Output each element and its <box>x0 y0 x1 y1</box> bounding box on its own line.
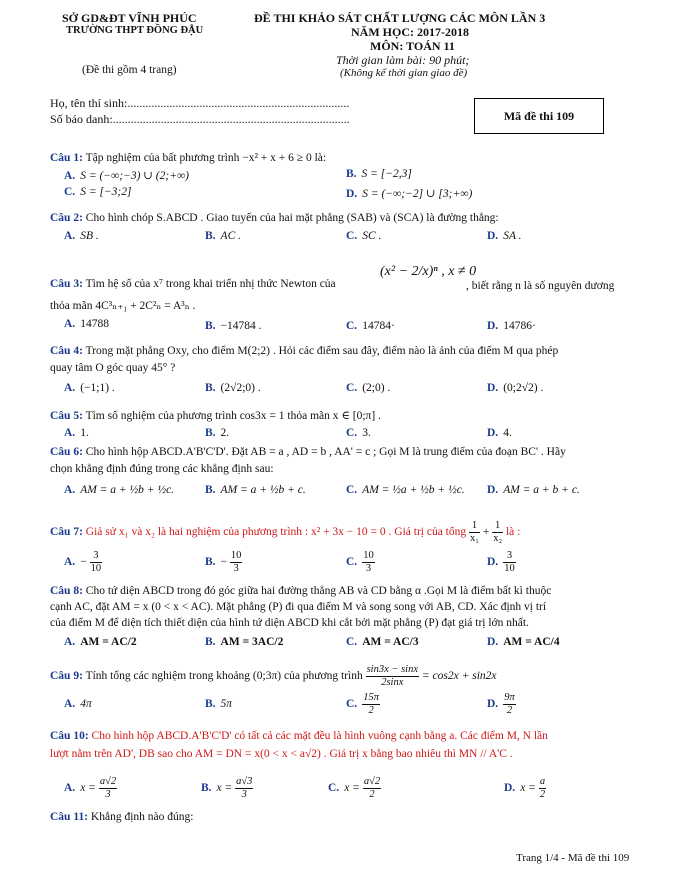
equation-rhs: = cos2x + sin2x <box>421 670 497 683</box>
option-d[interactable] <box>487 382 543 394</box>
question-5 <box>50 408 381 422</box>
question-9 <box>50 664 497 689</box>
denominator: 10 <box>90 563 102 574</box>
option-label: B. <box>205 636 216 648</box>
question-text-cont: quay tâm O góc quay 45° ? <box>50 362 176 374</box>
option-label: B. <box>205 382 216 394</box>
binomial-expression: (x² − 2/x)ⁿ , x ≠ 0 <box>380 264 477 279</box>
option-text: (2;0) . <box>362 382 391 394</box>
option-text: SC . <box>362 230 382 242</box>
option-a[interactable] <box>64 382 115 394</box>
numerator: sin3x − sinx <box>366 664 419 675</box>
option-label: A. <box>64 698 76 710</box>
option-label: A. <box>64 782 76 795</box>
question-text: Cho hình hộp ABCD.A'B'C'D' có tất cả các mặt đều là hình vuông cạnh bằng a. Các điểm M, N lần <box>91 730 548 742</box>
option-text: S = (−∞;−3) ∪ (2;+∞) <box>80 170 189 182</box>
school-year: NĂM HỌC: 2017-2018 <box>351 25 469 39</box>
numerator: 10 <box>230 550 242 561</box>
numerator: a <box>539 776 546 787</box>
option-a[interactable] <box>64 776 117 801</box>
option-a[interactable] <box>64 698 92 710</box>
denominator: 3 <box>105 789 111 800</box>
exam-title: ĐỀ THI KHẢO SÁT CHẤT LƯỢNG CÁC MÔN LẦN 3 <box>254 11 546 25</box>
question-text: Cho hình hộp ABCD.A'B'C'D'. Đặt AB = a , AD = b , AA' = c ; Gọi M là trung điểm của đoạn BC' . Hãy <box>85 446 566 458</box>
option-prefix: x = <box>80 782 96 795</box>
denominator: 2 <box>539 789 546 800</box>
fraction-1-over-x1 <box>469 520 480 545</box>
option-text: AM = AC/4 <box>503 636 560 648</box>
option-b[interactable] <box>205 230 241 242</box>
question-8 <box>50 585 551 597</box>
numerator: 9π <box>504 692 515 703</box>
candidate-id-field: Số báo danh:............................................................................... <box>50 112 350 126</box>
option-label: B. <box>205 698 216 710</box>
option-d[interactable] <box>487 320 536 332</box>
option-c[interactable] <box>346 692 380 717</box>
question-11 <box>50 811 193 823</box>
denominator: 3 <box>233 563 239 574</box>
option-label: C. <box>346 636 358 648</box>
option-b[interactable] <box>205 382 261 394</box>
numerator: 3 <box>503 550 516 563</box>
denominator: 10 <box>504 563 515 574</box>
numerator: 1 <box>492 520 503 533</box>
option-a[interactable] <box>64 550 102 575</box>
option-text: 1. <box>80 427 89 439</box>
numerator: 10 <box>363 550 374 561</box>
school-name: TRƯỜNG THPT ĐỒNG ĐẬU <box>66 25 204 36</box>
option-d[interactable] <box>487 484 580 496</box>
option-label: C. <box>346 382 358 394</box>
question-text-cont: cạnh AC, đặt AM = x (0 < x < AC). Mặt phẳng (P) đi qua điểm M và song song với AB, CD. Xác định vị trí <box>50 601 547 613</box>
option-label: D. <box>487 320 499 332</box>
denominator: 2sinx <box>381 677 404 688</box>
question-number: Câu 9: <box>50 670 83 683</box>
numerator: 1 <box>469 520 480 533</box>
option-label: B. <box>201 782 212 795</box>
option-label: B. <box>205 320 216 332</box>
option-text: AM = AC/2 <box>80 636 137 648</box>
question-7: Câu 7: Giả sử x₁ và x₂ là hai nghiệm của phương trình : x² + 3x − 10 = 0 . Giá trị của tổng $\frac{1}{\text{x₁}}$ + $\frac{1}{\text{x₂}}$ là : <box>50 520 521 544</box>
option-label: C. <box>346 698 358 711</box>
option-label: B. <box>205 484 216 496</box>
question-text: Tìm hệ số của x⁷ trong khai triển nhị thức Newton của <box>85 278 336 290</box>
option-c[interactable] <box>346 636 419 648</box>
option-d[interactable] <box>487 550 516 575</box>
option-d[interactable] <box>346 186 472 200</box>
option-a[interactable] <box>64 168 189 182</box>
option-label: C. <box>346 230 358 242</box>
option-label: A. <box>64 382 76 394</box>
option-text: AM = a + b + c. <box>503 484 580 496</box>
question-text: Khẳng định nào đúng: <box>90 811 194 823</box>
option-a[interactable] <box>64 484 174 496</box>
question-number: Câu 4: <box>50 345 83 357</box>
option-text: SA . <box>503 230 522 242</box>
option-prefix: x = <box>344 782 360 795</box>
denominator: 2 <box>368 705 374 716</box>
question-1 <box>50 150 644 167</box>
option-label: A. <box>64 556 76 569</box>
time-note: (Không kể thời gian giao đề) <box>340 67 468 79</box>
option-text: (2√2;0) . <box>220 382 261 394</box>
option-text: AC . <box>220 230 241 242</box>
option-label: D. <box>504 782 516 795</box>
question-text-end: là : <box>505 526 521 539</box>
option-label: D. <box>487 556 499 569</box>
option-label: D. <box>487 636 499 648</box>
option-c[interactable] <box>346 550 375 575</box>
page-footer: Trang 1/4 - Mã đề thi 109 <box>516 852 630 864</box>
option-label: A. <box>64 484 76 496</box>
question-text: Giả sử x₁ và x₂ là hai nghiệm của phương trình : x² + 3x − 10 = 0 . Giá trị của tổng <box>85 526 467 539</box>
option-text: S = [−3;2] <box>80 186 132 198</box>
option-a[interactable] <box>64 636 137 648</box>
question-10 <box>50 730 548 742</box>
candidate-name-field: Họ, tên thí sinh:.......................................................................... <box>50 96 350 110</box>
option-text: AM = 3AC/2 <box>220 636 284 648</box>
option-label: C. <box>346 556 358 569</box>
question-text: Tìm số nghiệm của phương trình cos3x = 1 thỏa mãn x ∈ [0;π] . <box>85 410 381 422</box>
option-label: C. <box>64 186 76 198</box>
option-b[interactable] <box>205 636 283 648</box>
option-c[interactable] <box>346 484 465 496</box>
option-a[interactable] <box>64 427 89 439</box>
option-text: 4. <box>503 427 512 439</box>
option-label: D. <box>487 427 499 439</box>
option-c[interactable] <box>346 427 371 439</box>
option-label: C. <box>346 320 358 332</box>
question-3 <box>50 278 336 290</box>
option-c[interactable] <box>346 230 381 242</box>
exam-time: Thời gian làm bài: 90 phút; <box>336 53 470 67</box>
option-label: D. <box>487 382 499 394</box>
option-text: 14786· <box>503 320 536 332</box>
question-condition: thỏa mãn 4C³ₙ₊₁ + 2C²ₙ = A³ₙ . <box>50 300 196 312</box>
option-label: D. <box>487 230 499 242</box>
option-b[interactable] <box>205 320 262 332</box>
option-label: D. <box>487 484 499 496</box>
option-text: AM = ½a + ½b + ½c. <box>362 484 465 496</box>
option-text: S = (−∞;−2] ∪ [3;+∞) <box>362 188 473 200</box>
denominator: 2 <box>369 789 375 800</box>
pages-note: (Đề thi gồm 4 trang) <box>82 64 177 76</box>
question-text-cont: chọn khẳng định đúng trong các khẳng định sau: <box>50 463 274 475</box>
question-text-cont: lượt nằm trên AD', DB sao cho AM = DN = x(0 < x < a√2) . Giá trị x bằng bao nhiêu thì MN // A'C . <box>50 748 513 760</box>
option-b[interactable] <box>201 776 253 801</box>
numerator: a√2 <box>363 776 381 787</box>
option-text: (0;2√2) . <box>503 382 544 394</box>
option-text: 14788 <box>80 318 109 330</box>
question-6 <box>50 446 566 458</box>
option-b[interactable] <box>205 427 229 439</box>
option-d[interactable] <box>504 776 546 801</box>
option-c[interactable] <box>346 320 395 332</box>
option-d[interactable] <box>487 427 512 439</box>
option-b[interactable] <box>205 550 242 575</box>
question-text: Tập nghiệm của bất phương trình −x² + x + 6 ≥ 0 là: <box>85 152 327 164</box>
option-text: 5π <box>220 698 233 710</box>
exam-code: Mã đề thi 109 <box>503 109 575 123</box>
option-label: B. <box>205 230 216 242</box>
question-number: Câu 7: <box>50 526 83 539</box>
question-number: Câu 6: <box>50 446 83 458</box>
option-text: 2. <box>220 427 230 439</box>
sign: − <box>220 556 228 569</box>
option-text: AM = a + ½b + ½c. <box>80 484 175 496</box>
option-label: C. <box>328 782 340 795</box>
option-label: A. <box>64 170 76 182</box>
option-text: (−1;1) . <box>80 382 115 394</box>
denominator: 3 <box>241 789 247 800</box>
option-label: B. <box>205 556 216 569</box>
option-text: 14784· <box>362 320 395 332</box>
option-d[interactable] <box>487 636 560 648</box>
fraction-1-over-x2 <box>492 520 503 545</box>
subject: MÔN: TOÁN 11 <box>370 39 455 53</box>
question-number: Câu 1: <box>50 152 83 164</box>
option-label: A. <box>64 636 76 648</box>
denominator: 3 <box>365 563 372 574</box>
question-number: Câu 8: <box>50 585 83 597</box>
question-text-cont-2: của điểm M để diện tích thiết diện của hình tứ diện ABCD khi cắt bởi mặt phẳng (P) đạt giá trị lớn nhất. <box>50 617 529 629</box>
question-number: Câu 11: <box>50 811 89 823</box>
question-text: Cho tứ diện ABCD trong đó góc giữa hai đường thẳng AB và CD bằng α .Gọi M là điểm bất kì thuộc <box>85 585 552 597</box>
question-number: Câu 5: <box>50 410 83 422</box>
question-number: Câu 2: <box>50 212 83 224</box>
option-c[interactable] <box>346 382 390 394</box>
option-label: A. <box>64 318 76 330</box>
option-d[interactable] <box>487 230 522 242</box>
question-text: Cho hình chóp S.ABCD . Giao tuyến của hai mặt phẳng (SAB) và (SCA) là đường thẳng: <box>85 212 499 224</box>
question-2 <box>50 210 644 227</box>
numerator: 15π <box>363 692 379 703</box>
option-d[interactable] <box>487 692 516 717</box>
option-a[interactable] <box>64 318 109 330</box>
question-text: Trong mặt phẳng Oxy, cho điểm M(2;2) . Hỏi các điểm sau đây, điểm nào là ảnh của điểm M qua phép <box>85 345 559 357</box>
option-text: 4π <box>80 698 92 710</box>
option-text: SB . <box>80 230 99 242</box>
option-c[interactable] <box>328 776 381 801</box>
question-4 <box>50 345 558 357</box>
option-label: A. <box>64 230 76 242</box>
option-prefix: x = <box>216 782 233 795</box>
option-label: B. <box>205 427 216 439</box>
sign: − <box>80 556 87 569</box>
option-b[interactable] <box>205 484 306 496</box>
denominator: x₁ <box>470 533 479 544</box>
question-number: Câu 10: <box>50 730 89 742</box>
option-label: B. <box>346 168 357 180</box>
department-name: SỞ GD&ĐT VĨNH PHÚC <box>62 11 197 25</box>
option-c[interactable] <box>64 186 132 198</box>
denominator: x₂ <box>493 533 503 544</box>
option-label: D. <box>487 698 499 711</box>
denominator: 2 <box>506 705 513 716</box>
numerator: a√2 <box>99 776 117 787</box>
option-a[interactable] <box>64 230 99 242</box>
question-text: Tính tổng các nghiệm trong khoảng (0;3π) của phương trình <box>85 670 363 683</box>
option-label: A. <box>64 427 76 439</box>
option-text: 3. <box>362 427 371 439</box>
option-text: −14784 . <box>220 320 262 332</box>
equation-fraction <box>366 664 419 689</box>
option-label: D. <box>346 188 358 200</box>
option-b[interactable] <box>205 698 232 710</box>
exam-code-box <box>474 98 604 134</box>
numerator: a√3 <box>236 776 253 787</box>
option-prefix: x = <box>520 782 536 795</box>
option-text: S = [−2,3] <box>361 168 412 180</box>
question-text-cont: , biết rằng n là số nguyên dương <box>466 280 615 292</box>
option-text: AM = AC/3 <box>362 636 419 648</box>
numerator: 3 <box>90 550 103 563</box>
option-b[interactable] <box>346 168 412 180</box>
option-label: C. <box>346 427 358 439</box>
option-label: C. <box>346 484 358 496</box>
question-number: Câu 3: <box>50 278 83 290</box>
option-text: AM = a + ½b + c. <box>220 484 306 496</box>
